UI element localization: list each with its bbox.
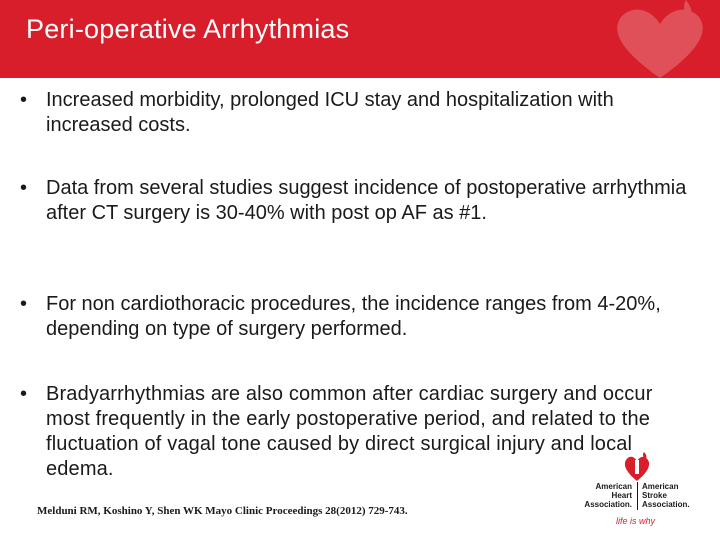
bullet-symbol: • bbox=[20, 383, 28, 405]
heart-torch-icon bbox=[600, 0, 720, 78]
bullet-text: For non cardiothoracic procedures, the incidence ranges from 4-20%, depending on type of surgery performed. bbox=[46, 293, 661, 340]
aha-logo bbox=[582, 452, 718, 532]
bullet-item bbox=[20, 88, 700, 138]
title-bar bbox=[0, 0, 720, 78]
aha-heart-torch-icon bbox=[622, 452, 652, 482]
citation: Melduni RM, Koshino Y, Shen WK Mayo Clinic Proceedings 28(2012) 729-743. bbox=[37, 505, 408, 517]
bullet-text: Data from several studies suggest incidence of postoperative arrhythmia after CT surgery is 30-40% with post op AF as #1. bbox=[46, 177, 687, 224]
asa-logo-text: American Stroke Association. bbox=[642, 482, 690, 509]
bullet-item bbox=[20, 176, 700, 226]
bullet-symbol: • bbox=[20, 177, 28, 199]
aha-logo-text: American Heart Association. bbox=[584, 482, 632, 509]
bullet-text: Increased morbidity, prolonged ICU stay and hospitalization with increased costs. bbox=[46, 89, 614, 136]
bullet-symbol: • bbox=[20, 89, 28, 111]
logo-divider bbox=[637, 482, 638, 510]
bullet-item bbox=[20, 292, 700, 342]
logo-tagline: life is why bbox=[616, 516, 656, 526]
slide-title: Peri-operative Arrhythmias bbox=[26, 14, 350, 44]
bullet-symbol: • bbox=[20, 293, 28, 315]
bullet-text: Bradyarrhythmias are also common after cardiac surgery and occur most frequently in the early postoperative period, and related to the fluctuation of vagal tone caused by direct surgical injury and local edema. bbox=[46, 383, 653, 480]
